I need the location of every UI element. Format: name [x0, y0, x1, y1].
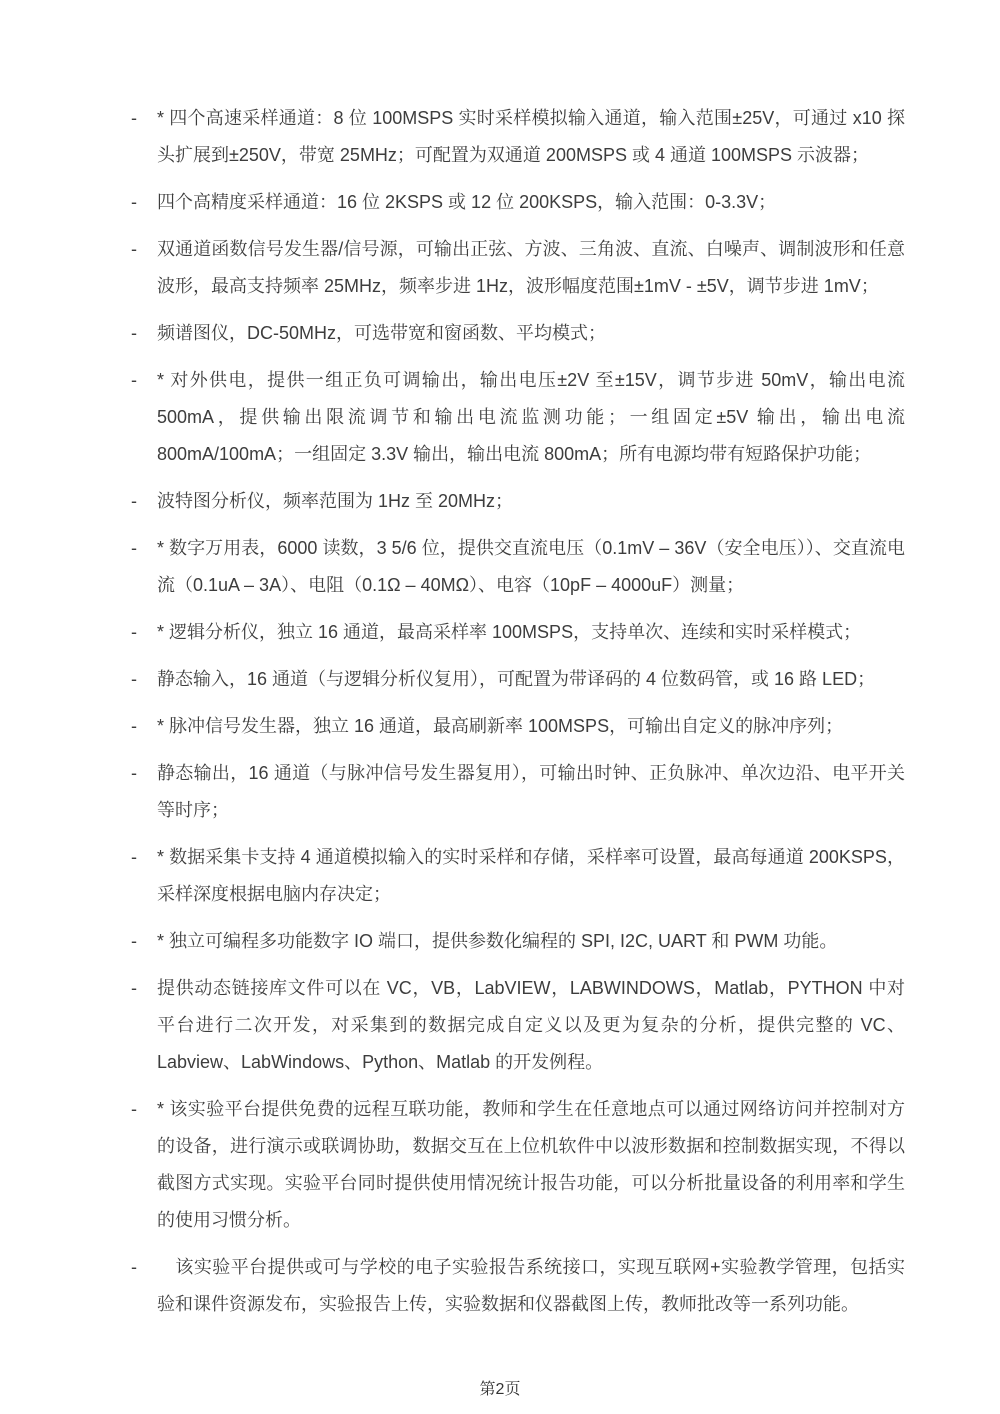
list-item: [131, 839, 905, 913]
list-item: [131, 315, 905, 352]
bullet-dash: -: [131, 370, 137, 390]
bullet-dash: -: [131, 847, 137, 867]
bullet-dash: -: [131, 108, 137, 128]
list-item: [131, 1249, 905, 1323]
list-item: [131, 755, 905, 829]
list-item-text: * 独立可编程多功能数字 IO 端口，提供参数化编程的 SPI, I2C, UART 和 PWM 功能。: [157, 931, 838, 951]
list-item-text: 频谱图仪，DC-50MHz，可选带宽和窗函数、平均模式；: [157, 323, 607, 343]
list-item-text: * 数据采集卡支持 4 通道模拟输入的实时采样和存储，采样率可设置，最高每通道 200KSPS，采样深度根据电脑内存决定；: [157, 847, 905, 904]
bullet-dash: -: [131, 239, 137, 259]
list-item: [131, 1091, 905, 1239]
list-item-text: 四个高精度采样通道：16 位 2KSPS 或 12 位 200KSPS，输入范围：0-3.3V；: [157, 192, 777, 212]
page-number: 第2页: [479, 1381, 521, 1398]
list-item-text: * 对外供电，提供一组正负可调输出，输出电压±2V 至±15V，调节步进 50mV，输出电流 500mA，提供输出限流调节和输出电流监测功能；一组固定±5V 输出，输出电流 800mA/100mA；一组固定 3.3V 输出，输出电流 800mA；所有电源均带有短路保护功能；: [157, 370, 905, 464]
list-item: [131, 483, 905, 520]
list-item-text: * 脉冲信号发生器，独立 16 通道，最高刷新率 100MSPS，可输出自定义的脉冲序列；: [157, 716, 844, 736]
bullet-dash: -: [131, 716, 137, 736]
list-item: [131, 231, 905, 305]
list-item-text: * 逻辑分析仪，独立 16 通道，最高采样率 100MSPS，支持单次、连续和实时采样模式；: [157, 622, 862, 642]
list-item-text: * 该实验平台提供免费的远程互联功能，教师和学生在任意地点可以通过网络访问并控制对方的设备，进行演示或联调协助，数据交互在上位机软件中以波形数据和控制数据实现，不得以截图方式实现。实验平台同时提供使用情况统计报告功能，可以分析批量设备的利用率和学生的使用习惯分析。: [157, 1099, 905, 1230]
list-item: [131, 708, 905, 745]
bullet-dash: -: [131, 491, 137, 511]
bullet-dash: -: [131, 931, 137, 951]
list-item: [131, 970, 905, 1081]
list-item: [131, 923, 905, 960]
list-item-text: 提供动态链接库文件可以在 VC，VB，LabVIEW，LABWINDOWS，Matlab，PYTHON 中对平台进行二次开发，对采集到的数据完成自定义以及更为复杂的分析，提供完整的 VC、Labview、LabWindows、Python、Matlab 的开发例程。: [157, 978, 905, 1072]
bullet-dash: -: [131, 763, 137, 783]
list-item: [131, 661, 905, 698]
bullet-dash: -: [131, 1257, 137, 1277]
list-item-text: 该实验平台提供或可与学校的电子实验报告系统接口，实现互联网+实验教学管理，包括实验和课件资源发布，实验报告上传，实验数据和仪器截图上传，教师批改等一系列功能。: [157, 1257, 905, 1314]
spec-list: [131, 100, 905, 1333]
list-item-text: * 数字万用表，6000 读数，3 5/6 位，提供交直流电压（0.1mV – 36V（安全电压））、交直流电流（0.1uA – 3A）、电阻（0.1Ω – 40MΩ）、电容（10pF – 4000uF）测量；: [157, 538, 905, 595]
list-item: [131, 184, 905, 221]
bullet-dash: -: [131, 538, 137, 558]
bullet-dash: -: [131, 192, 137, 212]
bullet-dash: -: [131, 323, 137, 343]
list-item-text: 静态输入，16 通道（与逻辑分析仪复用），可配置为带译码的 4 位数码管，或 16 路 LED；: [157, 669, 876, 689]
bullet-dash: -: [131, 978, 137, 998]
list-item-text: 波特图分析仪，频率范围为 1Hz 至 20MHz；: [157, 491, 514, 511]
bullet-dash: -: [131, 622, 137, 642]
list-item: [131, 614, 905, 651]
list-item-text: 静态输出，16 通道（与脉冲信号发生器复用），可输出时钟、正负脉冲、单次边沿、电平开关等时序；: [157, 763, 905, 820]
list-item: [131, 530, 905, 604]
list-item: [131, 362, 905, 473]
list-item-text: 双通道函数信号发生器/信号源，可输出正弦、方波、三角波、直流、白噪声、调制波形和任意波形，最高支持频率 25MHz，频率步进 1Hz，波形幅度范围±1mV - ±5V，调节步进 1mV；: [157, 239, 905, 296]
bullet-dash: -: [131, 1099, 137, 1119]
list-item: [131, 100, 905, 174]
list-item-text: * 四个高速采样通道：8 位 100MSPS 实时采样模拟输入通道，输入范围±25V，可通过 x10 探头扩展到±250V，带宽 25MHz；可配置为双通道 200MSPS 或 4 通道 100MSPS 示波器；: [157, 108, 905, 165]
bullet-dash: -: [131, 669, 137, 689]
